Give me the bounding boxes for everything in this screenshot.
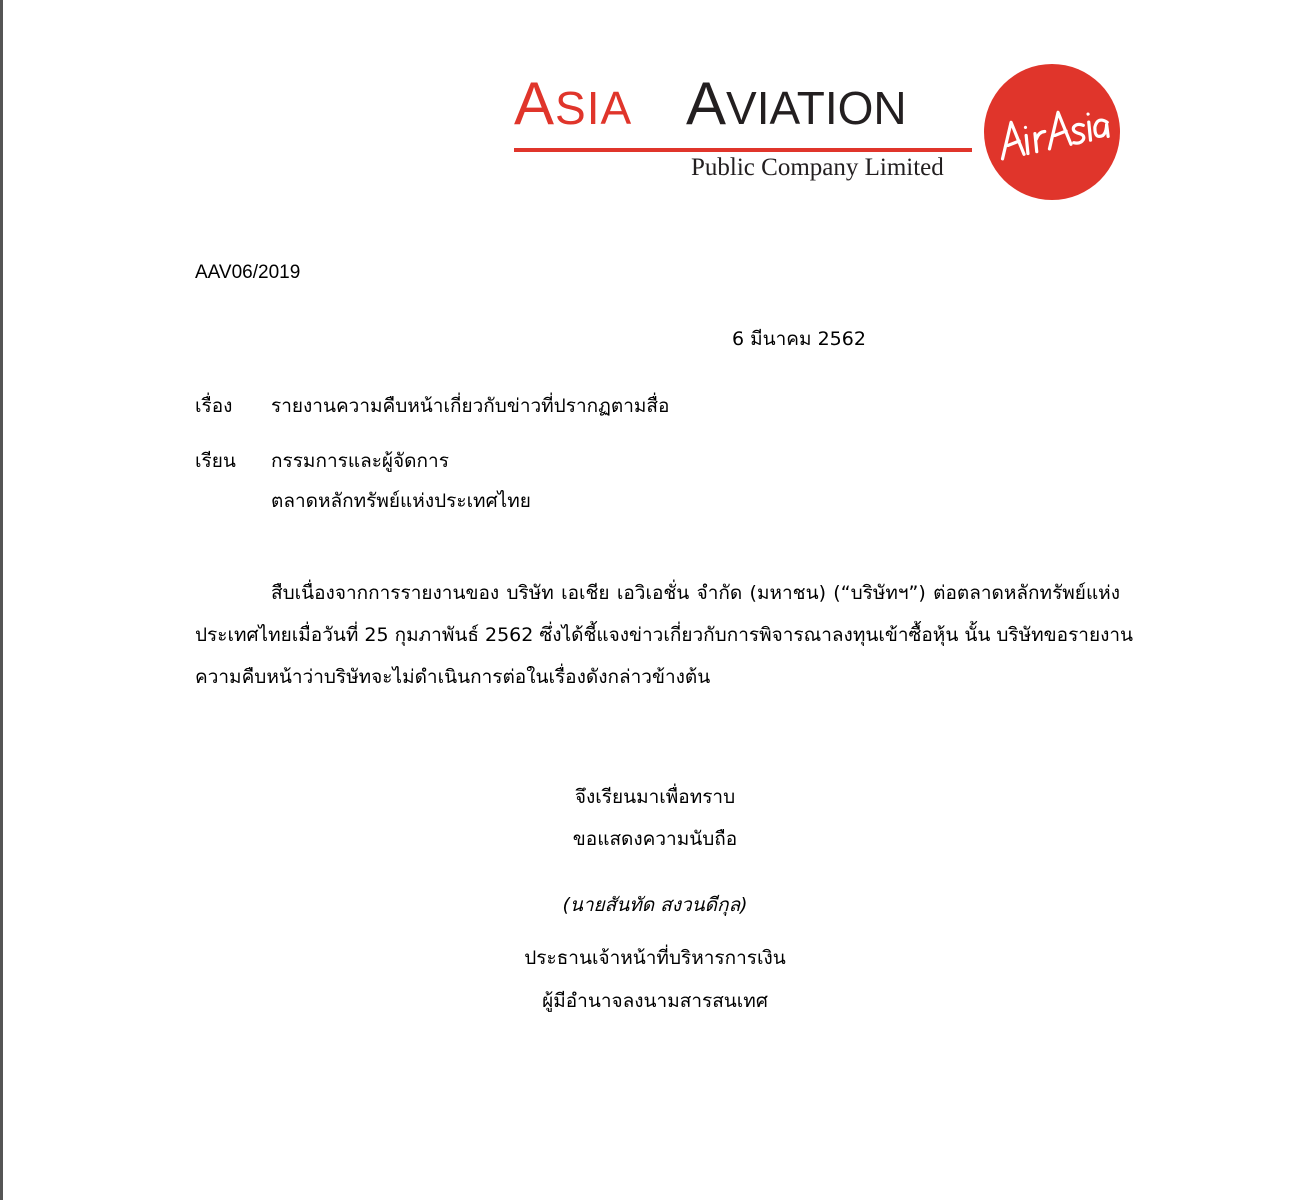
recipient-line-1: กรรมการและผู้จัดการ xyxy=(271,450,449,472)
body-line: ความคืบหน้าว่าบริษัทจะไม่ดำเนินการต่อในเรื่องดังกล่าวข้างต้น xyxy=(195,666,711,688)
subject-label: เรื่อง xyxy=(195,395,233,417)
body-paragraph xyxy=(195,572,1134,698)
document-date: 6 มีนาคม 2562 xyxy=(732,328,866,350)
logo-word-asia: ASIA xyxy=(514,70,633,137)
closing-line-1: จึงเรียนมาเพื่อทราบ xyxy=(574,786,736,808)
subject-text: รายงานความคืบหน้าเกี่ยวกับข่าวที่ปรากฏตามสื่อ xyxy=(271,395,670,417)
recipient-label: เรียน xyxy=(195,450,236,472)
airasia-wordmark-icon xyxy=(984,64,1120,200)
page-left-border xyxy=(0,0,3,1200)
body-line: สืบเนื่องจากการรายงานของ บริษัท เอเชีย เอวิเอชั่น จำกัด (มหาชน) (“บริษัทฯ”) ต่อตลาดหลักทรัพย์แห่ง xyxy=(271,582,1120,604)
company-logo xyxy=(512,64,1122,204)
logo-underline xyxy=(514,148,972,152)
closing-line-2: ขอแสดงความนับถือ xyxy=(572,828,738,850)
signer-position-2: ผู้มีอำนาจลงนามสารสนเทศ xyxy=(542,990,768,1012)
logo-word-aviation: AVIATION xyxy=(686,70,907,137)
logo-subtitle: Public Company Limited xyxy=(691,154,944,181)
signer-name: (นายสันทัด สงวนดีกุล) xyxy=(562,894,748,916)
body-line: ประเทศไทยเมื่อวันที่ 25 กุมภาพันธ์ 2562 ซึ่งได้ชี้แจงข่าวเกี่ยวกับการพิจารณาลงทุนเข้าซื้อหุ้น นั้น บริษัทขอรายงาน xyxy=(195,624,1134,646)
signer-position-1: ประธานเจ้าหน้าที่บริหารการเงิน xyxy=(524,947,786,969)
recipient-line-2: ตลาดหลักทรัพย์แห่งประเทศไทย xyxy=(271,490,531,512)
document-reference-number: AAV06/2019 xyxy=(195,262,301,283)
airasia-logo-circle xyxy=(984,64,1120,200)
